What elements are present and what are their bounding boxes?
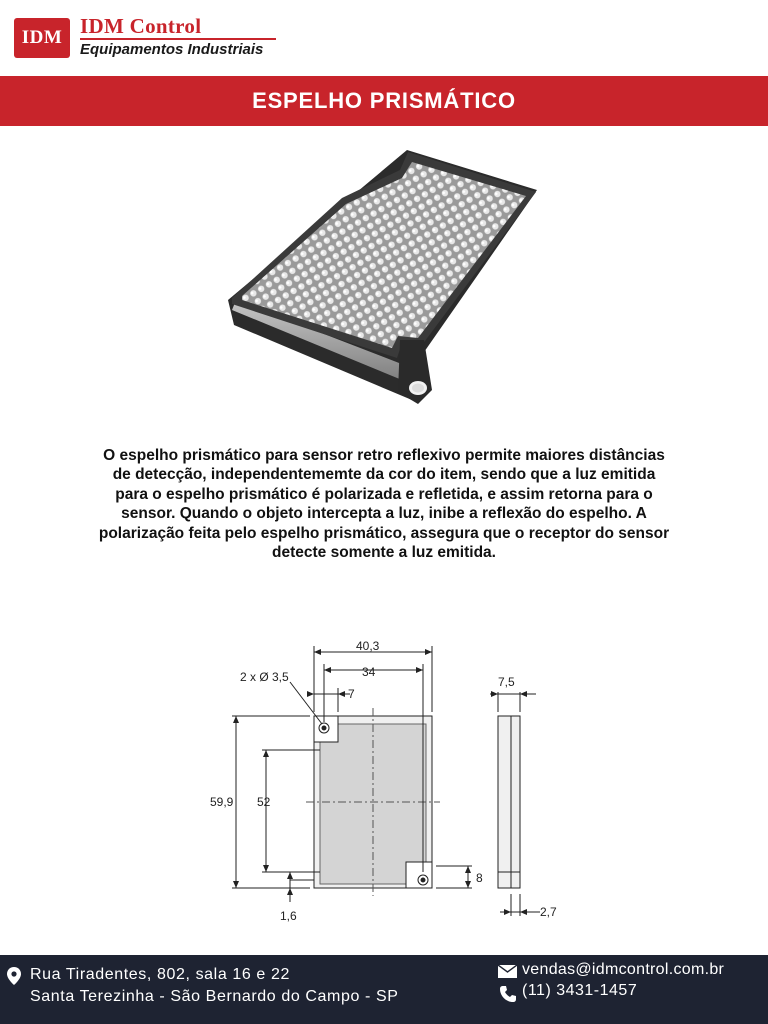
mail-icon [498, 965, 517, 978]
dim-holes: 2 x Ø 3,5 [240, 670, 289, 684]
email-link[interactable]: vendas@idmcontrol.com.br [522, 961, 725, 978]
address-line-1: Rua Tiradentes, 802, sala 16 e 22 [30, 966, 290, 983]
page-footer [0, 955, 768, 1024]
dim-width-inner: 34 [362, 665, 376, 679]
dim-width-total: 40,3 [356, 639, 380, 653]
title-bar [0, 76, 768, 126]
dim-offset-1-6: 1,6 [280, 909, 297, 923]
dim-height-inner: 52 [257, 795, 271, 809]
address-line-2: Santa Terezinha - São Bernardo do Campo - SP [30, 988, 399, 1005]
company-logo [14, 18, 70, 58]
prismatic-reflector-photo [222, 140, 552, 425]
dimension-drawing [210, 632, 570, 932]
dim-thickness: 7,5 [498, 675, 515, 689]
dim-thickness-2: 2,7 [540, 905, 557, 919]
phone-number[interactable]: (11) 3431-1457 [522, 982, 638, 999]
brand-name: IDM Control [80, 14, 202, 38]
page-header [0, 0, 768, 74]
phone-icon [500, 986, 516, 1002]
brand-subtitle: Equipamentos Industriais [80, 41, 264, 58]
brand-underline [80, 38, 276, 40]
product-description: O espelho prismático para sensor retro reflexivo permite maiores distâncias de detecção, independentememte da cor do item, sendo que a luz emitida para o espelho prismático é polarizada e refletida, e assim retorna para o sensor. Quando o objeto intercepta a luz, inibe a reflexão do espelho. A polarização feita pelo espelho prismático, assegura que o receptor do sensor detecte somente a luz emitida. [98, 447, 670, 562]
logo-text: IDM [21, 27, 63, 48]
page-title: ESPELHO PRISMÁTICO [252, 88, 516, 113]
dim-offset-7: 7 [348, 687, 355, 701]
dim-height-total: 59,9 [210, 795, 234, 809]
dim-offset-8: 8 [476, 871, 483, 885]
location-pin-icon [7, 967, 21, 985]
